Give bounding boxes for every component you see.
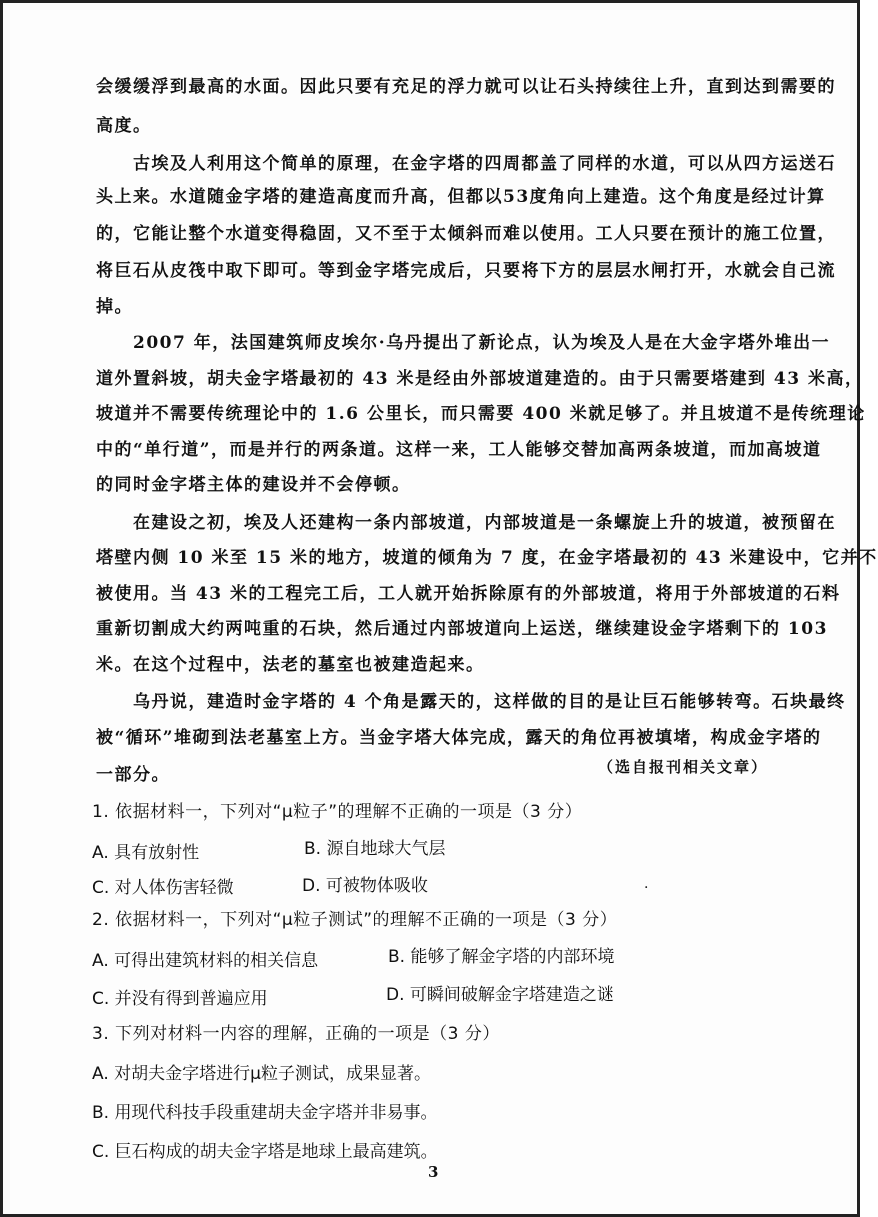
question-1-option-b: B. 源自地球大气层	[304, 839, 446, 859]
question-2-option-b: B. 能够了解金字塔的内部环境	[388, 947, 615, 967]
question-2-option-d: D. 可瞬间破解金字塔建造之谜	[386, 985, 614, 1005]
paragraph-line: 2007 年，法国建筑师皮埃尔·乌丹提出了新论点，认为埃及人是在大金字塔外堆出一	[96, 333, 831, 353]
question-1-option-d: D. 可被物体吸收	[302, 876, 428, 896]
source-citation: （选自报刊相关文章）	[598, 758, 769, 776]
paragraph-line: 会缓缓浮到最高的水面。因此只要有充足的浮力就可以让石头持续往上升，直到达到需要的	[96, 77, 836, 97]
paragraph-line: 米。在这个过程中，法老的墓室也被建造起来。	[96, 655, 485, 675]
question-2-option-a: A. 可得出建筑材料的相关信息	[92, 951, 319, 971]
paragraph-line: 坡道并不需要传统理论中的 1.6 公里长，而只需要 400 米就足够了。并且坡道不是传统理论	[96, 404, 866, 424]
paragraph-line: 道外置斜坡，胡夫金字塔最初的 43 米是经由外部坡道建造的。由于只需要塔建到 43 米高，	[96, 369, 864, 389]
question-3-stem: 3. 下列对材料一内容的理解，正确的一项是（3 分）	[92, 1024, 500, 1044]
question-1-option-c: C. 对人体伤害轻微	[92, 878, 234, 898]
question-1-stem: 1. 依据材料一，下列对“μ粒子”的理解不正确的一项是（3 分）	[92, 802, 583, 822]
paragraph-line: 的同时金字塔主体的建设并不会停顿。	[96, 475, 411, 495]
paragraph-line: 一部分。	[96, 765, 170, 785]
paragraph-line: 中的“单行道”，而是并行的两条道。这样一来，工人能够交替加高两条坡道，而加高坡道	[96, 440, 822, 460]
paragraph-line: 的，它能让整个水道变得稳固，又不至于太倾斜而难以使用。工人只要在预计的施工位置，	[96, 224, 836, 244]
paragraph-line: 重新切割成大约两吨重的石块，然后通过内部坡道向上运送，继续建设金字塔剩下的 103	[96, 619, 828, 639]
paragraph-line: 高度。	[96, 116, 152, 136]
page-number: 3	[428, 1163, 439, 1181]
paragraph-line: 塔壁内侧 10 米至 15 米的地方，坡道的倾角为 7 度，在金字塔最初的 43 米建设中，它并不	[96, 548, 878, 568]
question-3-option-b: B. 用现代科技手段重建胡夫金字塔并非易事。	[92, 1103, 438, 1123]
question-1-option-a: A. 具有放射性	[92, 843, 200, 863]
paragraph-line: 头上来。水道随金字塔的建造高度而升高，但都以53度角向上建造。这个角度是经过计算	[96, 187, 826, 207]
question-2-option-c: C. 并没有得到普遍应用	[92, 989, 268, 1009]
paragraph-line: 在建设之初，埃及人还建构一条内部坡道，内部坡道是一条螺旋上升的坡道，被预留在	[96, 513, 836, 533]
question-3-option-a: A. 对胡夫金字塔进行μ粒子测试，成果显著。	[92, 1064, 431, 1084]
question-2-stem: 2. 依据材料一，下列对“μ粒子测试”的理解不正确的一项是（3 分）	[92, 910, 618, 930]
paragraph-line: 将巨石从皮筏中取下即可。等到金字塔完成后，只要将下方的层层水闸打开，水就会自己流	[96, 261, 836, 281]
question-3-option-c: C. 巨石构成的胡夫金字塔是地球上最高建筑。	[92, 1142, 438, 1162]
paragraph-line: 掉。	[96, 297, 133, 317]
paragraph-line: 乌丹说，建造时金字塔的 4 个角是露天的，这样做的目的是让巨石能够转弯。石块最终	[96, 692, 846, 712]
paragraph-line: 被“循环”堆砌到法老墓室上方。当金字塔大体完成，露天的角位再被填堵，构成金字塔的	[96, 728, 822, 748]
paragraph-line: 被使用。当 43 米的工程完工后，工人就开始拆除原有的外部坡道，将用于外部坡道的石料	[96, 584, 841, 604]
stray-mark: ·	[644, 880, 649, 896]
paragraph-line: 古埃及人利用这个简单的原理，在金字塔的四周都盖了同样的水道，可以从四方运送石	[96, 154, 836, 174]
